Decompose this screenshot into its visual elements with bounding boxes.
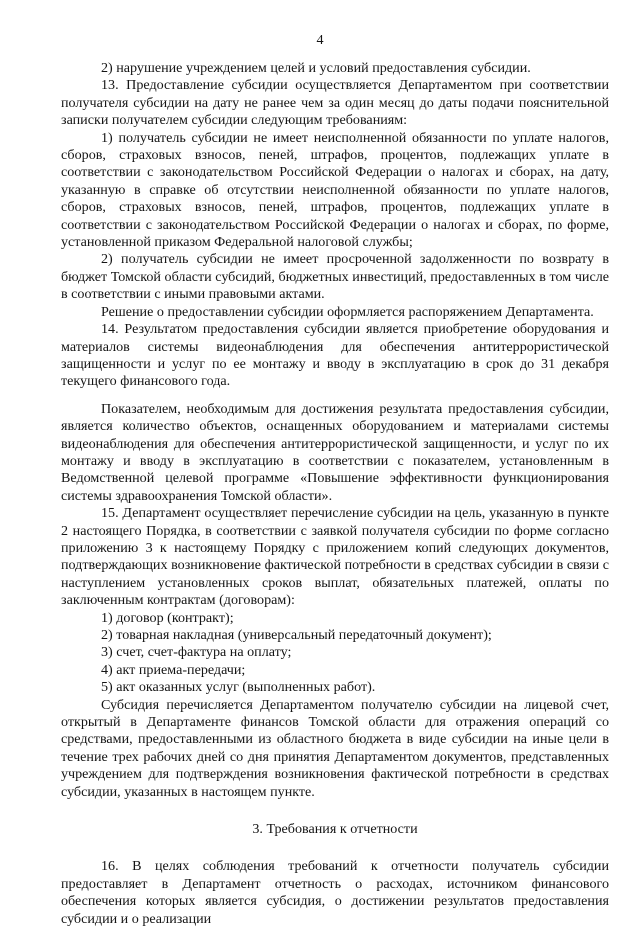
paragraph: 13. Предоставление субсидии осуществляется Департаментом при соответствии получателя субсидии на дату не ранее чем за один месяц до даты подачи пояснительной записки получателем субсидии следующим требованиям: — [61, 77, 609, 129]
paragraph: 16. В целях соблюдения требований к отчетности получатель субсидии предоставляет в Департамент отчетность о расходах, источником финансового обеспечения которых является субсидия, о достижении результатов предоставления субсидии и о реализации — [61, 858, 609, 927]
body-text — [61, 60, 609, 928]
paragraph: Решение о предоставлении субсидии оформляется распоряжением Департамента. — [101, 303, 594, 320]
list-item: 5) акт оказанных услуг (выполненных работ). — [101, 679, 376, 696]
paragraph: 15. Департамент осуществляет перечисление субсидии на цель, указанную в пункте 2 настоящего Порядка, в соответствии с заявкой получателя субсидии по форме согласно приложению 3 к настоящему Порядку с приложением копий следующих документов, подтверждающих возникновение фактической потребности в средствах субсидии в связи с наступлением установленных сроков выплат, обязательных платежей, оплаты по заключенным контрактам (договорам): — [61, 505, 609, 609]
paragraph: Показателем, необходимым для достижения результата предоставления субсидии, является количество объектов, оснащенных оборудованием и материалами системы видеонаблюдения для обеспечения антитеррористической защищенности, и услуг по их монтажу и вводу в эксплуатацию в соответствии с показателем, установленным в Ведомственной целевой программе «Повышение эффективности функционирования системы здравоохранения Томской области». — [61, 400, 609, 504]
paragraph: 14. Результатом предоставления субсидии является приобретение оборудования и материалов системы видеонаблюдения для обеспечения антитеррористической защищенности и услуг по ее монтажу и вводу в эксплуатацию в срок до 31 декабря текущего финансового года. — [61, 321, 609, 390]
paragraph: 1) получатель субсидии не имеет неисполненной обязанности по уплате налогов, сборов, страховых взносов, пеней, штрафов, процентов, подлежащих уплате в соответствии с законодательством Российской Федерации о налогах и сборах, на дату, указанную в справке об отсутствии неисполненной обязанности по уплате налогов, сборов, страховых взносов, пеней, штрафов, процентов, подлежащих уплате в соответствии с законодательством Российской Федерации о налогах и сборах, по форме, установленной приказом Федеральной налоговой службы; — [61, 129, 609, 251]
paragraph: Субсидия перечисляется Департаментом получателю субсидии на лицевой счет, открытый в Департаменте финансов Томской области для отражения операций со средствами, предоставленными из областного бюджета в виде субсидии на иные цели в течение трех рабочих дней со дня принятия Департаментом документов, представленных учреждением для подтверждения возникновения фактической потребности в средствах субсидии, указанных в настоящем пункте. — [61, 696, 609, 800]
list-item: 1) договор (контракт); — [101, 609, 234, 626]
list-item: 2) товарная накладная (универсальный передаточный документ); — [101, 627, 492, 643]
list-item: 4) акт приема-передачи; — [101, 661, 246, 678]
list-item: 3) счет, счет-фактура на оплату; — [101, 644, 292, 661]
section-heading: 3. Требования к отчетности — [252, 821, 418, 838]
paragraph: 2) нарушение учреждением целей и условий предоставления субсидии. — [101, 60, 531, 76]
page-number: 4 — [316, 32, 324, 48]
paragraph: 2) получатель субсидии не имеет просроченной задолженности по возврату в бюджет Томской области субсидий, бюджетных инвестиций, предоставленных в том числе в соответствии с иными правовыми актами. — [61, 251, 609, 303]
